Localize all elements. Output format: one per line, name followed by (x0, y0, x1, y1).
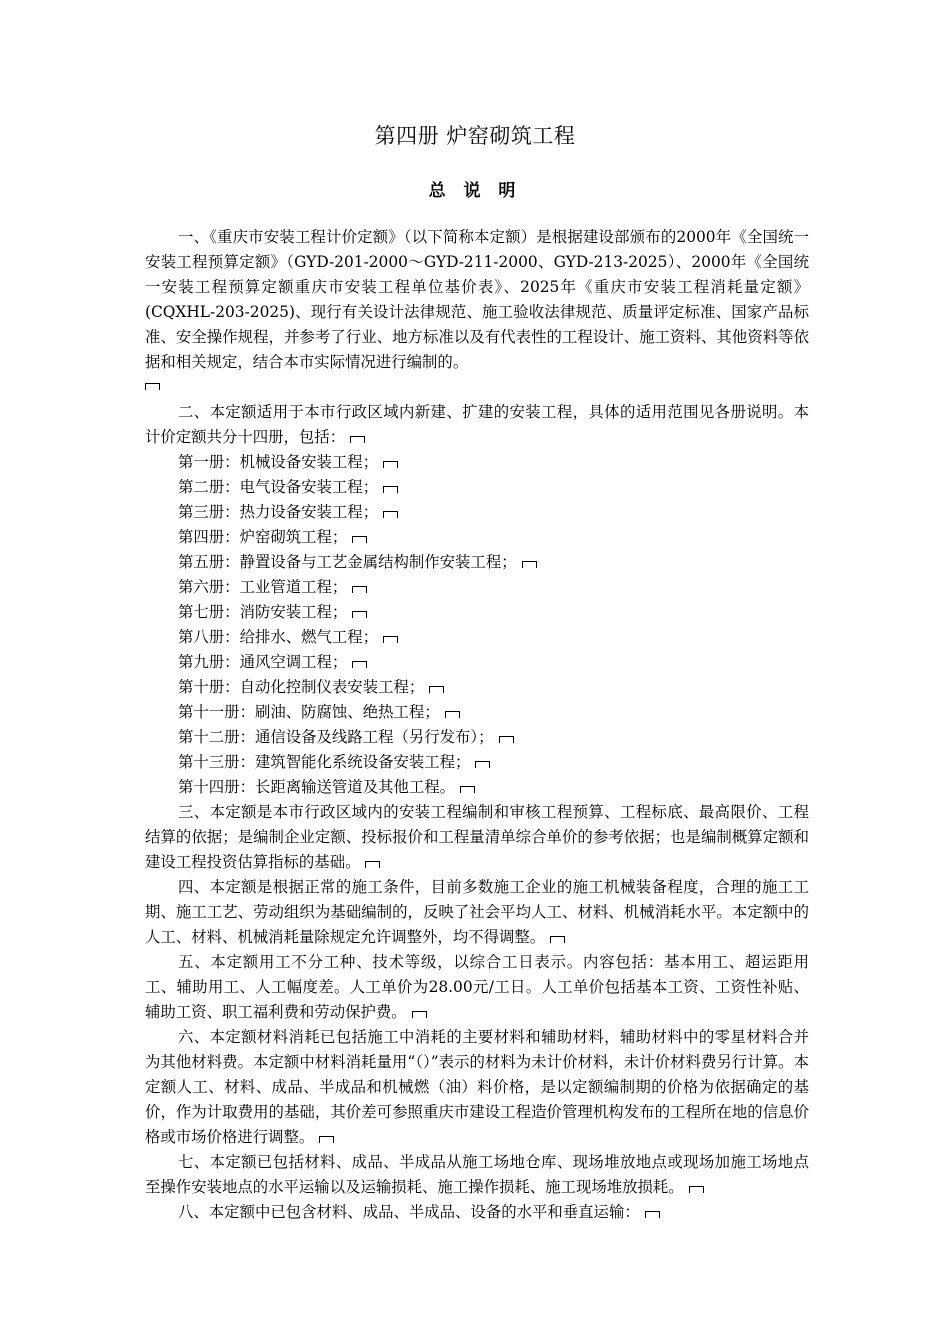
paragraph-mark-icon (499, 736, 514, 743)
paragraph-text: 一、《重庆市安装工程计价定额》（以下简称本定额）是根据建设部颁布的2000年《全国统一安装工程预算定额》（GYD-201-2000～GYD-211-2000、GYD-213-2025）、2000年《全国统一安装工程预算定额重庆市安装工程单位基价表》、2025年《重庆市安装工程消耗量定额》(CQXHL-203-2025)、现行有关设计法律规范、施工验收法律规范、质量评定标准、国家产品标准、安全操作规程，并参考了行业、地方标准以及有代表性的工程设计、施工资料、其他资料等依据和相关规定，结合本市实际情况进行编制的。 (145, 228, 809, 371)
volume-text: 第三册：热力设备安装工程； (178, 503, 379, 521)
volume-text: 第十册：自动化控制仪表安装工程； (178, 678, 425, 696)
paragraph-mark-icon (352, 611, 367, 618)
paragraph-7 (145, 1150, 809, 1200)
volume-text: 第十一册：刷油、防腐蚀、绝热工程； (178, 703, 440, 721)
paragraph-mark-icon (475, 761, 490, 768)
document-title: 第四册 炉窑砌筑工程 (374, 124, 576, 148)
paragraph-mark-icon (383, 636, 398, 643)
paragraph-mark-icon (460, 786, 475, 793)
document-body (145, 225, 809, 1225)
paragraph-mark-icon (689, 1186, 704, 1193)
volume-text: 第十二册：通信设备及线路工程（另行发布）； (178, 728, 494, 746)
volume-text: 第九册：通风空调工程； (178, 653, 348, 671)
volume-item (145, 575, 809, 600)
volume-item (145, 550, 809, 575)
volume-list (145, 450, 809, 800)
paragraph-text: 八、本定额中已包含材料、成品、半成品、设备的水平和垂直运输： (178, 1203, 640, 1221)
paragraph-mark-icon (365, 861, 380, 868)
volume-item (145, 450, 809, 475)
paragraph-2 (145, 400, 809, 450)
paragraph-text: 四、本定额是根据正常的施工条件，目前多数施工企业的施工机械装备程度，合理的施工工期、施工工艺、劳动组织为基础编制的，反映了社会平均人工、材料、机械消耗水平。本定额中的人工、材料、机械消耗量除规定允许调整外，均不得调整。 (145, 878, 809, 946)
paragraph-mark-icon (319, 1136, 334, 1143)
paragraph-mark-icon (383, 461, 398, 468)
volume-item (145, 525, 809, 550)
paragraph-6 (145, 1025, 809, 1150)
volume-text: 第十四册：长距离输送管道及其他工程。 (178, 778, 456, 796)
paragraph-mark-icon (550, 936, 565, 943)
volume-item (145, 600, 809, 625)
paragraph-mark-icon (383, 511, 398, 518)
paragraph-mark-icon (645, 1211, 660, 1218)
volume-item (145, 750, 809, 775)
volume-item (145, 775, 809, 800)
paragraph-mark-icon (429, 686, 444, 693)
volume-text: 第四册：炉窑砌筑工程； (178, 528, 348, 546)
paragraph-5 (145, 950, 809, 1025)
volume-item (145, 625, 809, 650)
paragraph-text: 六、本定额材料消耗已包括施工中消耗的主要材料和辅助材料，辅助材料中的零星材料合并为其他材料费。本定额中材料消耗量用“（）”表示的材料为未计价材料，未计价材料费另行计算。本定额人工、材料、成品、半成品和机械燃（油）料价格，是以定额编制期的价格为依据确定的基价，作为计取费用的基础，其价差可参照重庆市建设工程造价管理机构发布的工程所在地的信息价格或市场价格进行调整。 (145, 1028, 809, 1146)
paragraph-mark-icon (145, 383, 160, 390)
section-heading: 总 说 明 (428, 181, 522, 201)
paragraph-mark-icon (383, 486, 398, 493)
paragraph-text: 五、本定额用工不分工种、技术等级，以综合工日表示。内容包括：基本用工、超运距用工、辅助用工、人工幅度差。人工单价为28.00元/工日。人工单价包括基本工资、工资性补贴、辅助工资、职工福利费和劳动保护费。 (145, 953, 809, 1021)
volume-text: 第十三册：建筑智能化系统设备安装工程； (178, 753, 471, 771)
volume-text: 第七册：消防安装工程； (178, 603, 348, 621)
volume-text: 第八册：给排水、燃气工程； (178, 628, 379, 646)
paragraph-mark-icon (445, 711, 460, 718)
volume-text: 第一册：机械设备安装工程； (178, 453, 379, 471)
volume-item (145, 650, 809, 675)
paragraph-text: 七、本定额已包括材料、成品、半成品从施工场地仓库、现场堆放地点或现场加施工场地点至操作安装地点的水平运输以及运输损耗、施工操作损耗、施工现场堆放损耗。 (145, 1153, 809, 1196)
volume-item (145, 725, 809, 750)
paragraph-text: 二、本定额适用于本市行政区域内新建、扩建的安装工程，具体的适用范围见各册说明。本计价定额共分十四册，包括： (145, 403, 809, 446)
paragraph-mark-line (145, 375, 809, 400)
paragraph-mark-icon (350, 436, 365, 443)
volume-text: 第六册：工业管道工程； (178, 578, 348, 596)
paragraph-mark-icon (522, 561, 537, 568)
paragraph-1 (145, 225, 809, 375)
volume-text: 第五册：静置设备与工艺金属结构制作安装工程； (178, 553, 517, 571)
paragraph-3 (145, 800, 809, 875)
paragraph-text: 三、本定额是本市行政区域内的安装工程编制和审核工程预算、工程标底、最高限价、工程结算的依据；是编制企业定额、投标报价和工程量清单综合单价的参考依据；也是编制概算定额和建设工程投资估算指标的基础。 (145, 803, 809, 871)
volume-item (145, 675, 809, 700)
paragraph-8 (145, 1200, 809, 1225)
volume-item (145, 475, 809, 500)
paragraph-4 (145, 875, 809, 950)
volume-text: 第二册：电气设备安装工程； (178, 478, 379, 496)
paragraph-mark-icon (352, 536, 367, 543)
volume-item (145, 500, 809, 525)
volume-item (145, 700, 809, 725)
paragraph-mark-icon (412, 1011, 427, 1018)
paragraph-mark-icon (352, 661, 367, 668)
paragraph-mark-icon (352, 586, 367, 593)
